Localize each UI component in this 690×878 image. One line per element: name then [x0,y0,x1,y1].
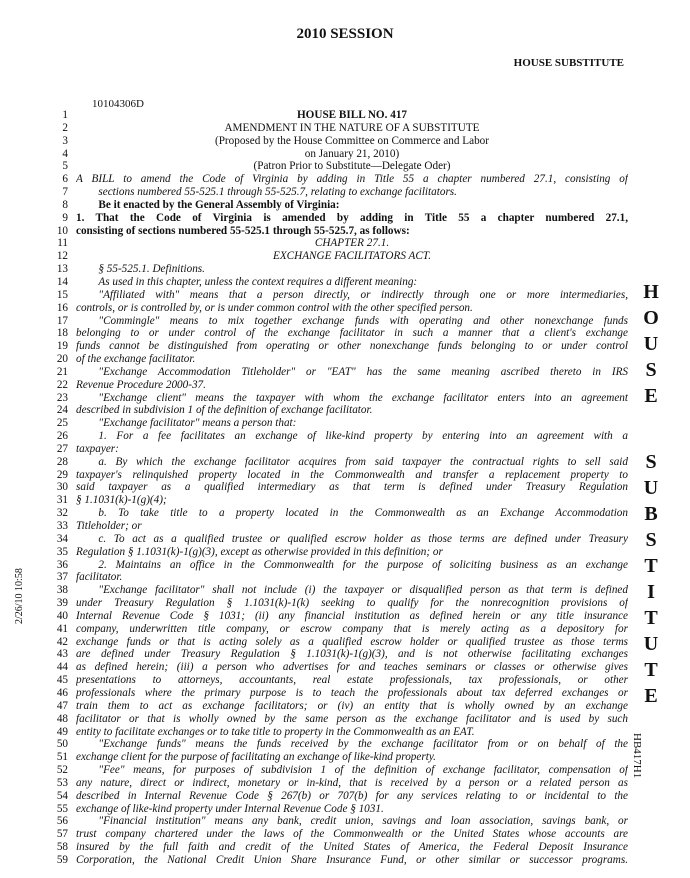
bill-line [0,469,690,482]
line-number: 58 [56,841,68,854]
line-number: 41 [56,622,68,635]
line-text: 2. Maintains an office in the Commonwealth for the purpose of soliciting business as an exchange [76,558,628,571]
line-text: are defined under Treasury Regulation § 1.1031(k)-1(g)(3), and is not otherwise facilitating exchanges [76,648,628,661]
line-text: c. To act as a qualified trustee or qualified escrow holder as those terms are defined under Treasury [76,532,628,545]
bill-line [0,276,690,289]
bill-line [0,250,690,263]
line-text: consisting of sections numbered 55-525.1 through 55-525.7, as follows: [76,224,410,237]
line-text: funds cannot be distinguished from operating or other nonexchange funds belonging to or under control [76,340,628,353]
line-number: 42 [56,635,68,648]
bill-line [0,777,690,790]
bill-code: HB417H1 [631,733,643,779]
bill-line [0,199,690,212]
line-text: exchange client for the purpose of facilitating an exchange of like-kind property. [76,751,436,764]
line-number: 34 [56,532,68,545]
bill-line [0,738,690,751]
bill-line [0,340,690,353]
bill-line [0,379,690,392]
bill-line [0,790,690,803]
bill-line [0,661,690,674]
line-number: 24 [56,404,68,417]
line-number: 35 [56,545,68,558]
bill-line [0,160,690,173]
line-text: (Proposed by the House Committee on Commerce and Labor [214,134,490,147]
side-substitute-label [638,452,664,712]
line-number: 38 [56,584,68,597]
bill-line [0,443,690,456]
side-letter: T [644,607,658,629]
line-text: company, underwritten title company, or escrow company that is merely acting as a depository for [76,622,628,635]
bill-line [0,430,690,443]
line-number: 33 [56,520,68,532]
line-number: 43 [56,648,68,661]
line-text: of the exchange facilitator. [76,353,196,366]
bill-line [0,764,690,777]
line-text: 1. That the Code of Virginia is amended by adding in Title 55 a chapter numbered 27.1, [76,211,628,224]
line-number: 16 [56,301,68,314]
line-number: 27 [56,442,68,455]
bill-line [0,456,690,469]
line-number: 32 [56,507,68,520]
line-text: "Exchange facilitator" shall not include (i) the taxpayer or disqualified person as that term is defined [76,584,628,597]
line-text: any nature, direct or indirect, monetary or in-kind, that is received by a person or a related person as [76,776,628,789]
side-letter: T [644,659,658,681]
side-letter: U [643,333,659,355]
bill-line [0,584,690,597]
line-text: Revenue Procedure 2000-37. [76,378,206,391]
bill-line [0,302,690,315]
line-number: 30 [56,481,68,494]
bill-line [0,700,690,713]
line-text: b. To take title to a property located in the Commonwealth as an Exchange Accommodation [76,507,628,520]
side-letter: S [645,529,657,551]
bill-line [0,173,690,186]
line-text: exchange of like-kind property under Internal Revenue Code § 1031. [76,802,384,815]
line-number: 15 [56,288,68,301]
bill-line [0,289,690,302]
line-text: "Commingle" means to mix together exchange funds with operating and other nonexchange funds [76,314,628,327]
bill-line [0,237,690,250]
bill-line [0,212,690,225]
bill-line [0,674,690,687]
line-text: facilitator. [76,571,123,584]
line-number: 46 [56,686,68,699]
line-number: 13 [56,263,68,276]
bill-line [0,713,690,726]
line-number: 25 [56,417,68,430]
line-text: under Treasury Regulation § 1.1031(k)-1(k) seeking to qualify for the nonrecognition provisions of [76,597,628,610]
line-number: 49 [56,725,68,738]
line-text: taxpayer's relinquished property located in the Commonwealth and transfer a replacement property to [76,468,628,481]
line-text: controls, or is controlled by, or is under common control with the other specified person. [76,301,473,314]
line-text: EXCHANGE FACILITATORS ACT. [273,250,431,263]
line-text: insured by the full faith and credit of the United States of America, the Federal Deposit Insurance [76,841,628,854]
line-text: sections numbered 55-525.1 through 55-525.7, relating to exchange facilitators. [76,186,457,199]
line-number: 50 [56,738,68,751]
line-text: CHAPTER 27.1. [314,237,390,250]
bill-line [0,148,690,161]
line-number: 2 [62,121,68,134]
line-text: facilitator or that is wholly owned by the same person as the exchange facilitator and is used by such [76,712,628,725]
bill-line [0,263,690,276]
line-text: trust company chartered under the laws of the Commonwealth or the United States whose accounts are [76,828,628,841]
line-number: 1 [62,109,68,121]
line-text: described in subdivision 1 of the definition of exchange facilitator. [76,404,373,417]
side-letter: E [644,385,658,407]
bill-line [0,803,690,816]
bill-line [0,186,690,199]
line-number: 54 [56,789,68,802]
bill-text [0,109,690,867]
bill-line [0,751,690,764]
line-text: train them to act as exchange facilitators; or (iv) an entity that is wholly owned by an exchange [76,699,628,712]
line-text: "Exchange Accommodation Titleholder" or "EAT" has the same meaning ascribed thereto in IRS [76,365,628,378]
line-number: 18 [56,327,68,340]
bill-line [0,315,690,328]
bill-line [0,327,690,340]
line-text: entity to facilitate exchanges or to take title to property in the Commonwealth as an EAT. [76,725,475,738]
line-number: 48 [56,712,68,725]
line-number: 5 [62,160,68,173]
line-text: § 1.1031(k)-1(g)(4); [76,494,167,507]
line-text: professionals where the primary purpose is to teach the professionals about tax deferred exchanges or [76,686,628,699]
line-text: Be it enacted by the General Assembly of Virginia: [76,198,340,211]
bill-line [0,726,690,739]
line-number: 36 [56,558,68,571]
line-number: 12 [56,250,68,263]
line-text: "Financial institution" means any bank, credit union, savings and loan association, savings bank, or [76,815,628,828]
bill-line [0,481,690,494]
bill-line [0,225,690,238]
session-title: 2010 SESSION [296,26,394,42]
line-number: 7 [62,186,68,199]
line-text: § 55-525.1. Definitions. [76,263,205,276]
bill-line [0,623,690,636]
line-number: 8 [62,198,68,211]
side-letter: E [644,685,658,707]
line-number: 40 [56,609,68,622]
line-number: 53 [56,776,68,789]
line-number: 6 [62,173,68,186]
line-number: 55 [56,802,68,815]
bill-line [0,546,690,559]
line-number: 59 [56,853,68,866]
line-text: 1. For a fee facilitates an exchange of like-kind property by entering into an agreement with a [76,430,628,443]
bill-line [0,366,690,379]
line-text: "Fee" means, for purposes of subdivision 1 of the definition of exchange facilitator, compensation of [76,764,628,777]
side-letter: S [645,451,657,473]
bill-line [0,636,690,649]
line-text: presentations to attorneys, accountants, real estate professionals, tax professionals, or other [76,674,628,687]
line-number: 57 [56,828,68,841]
line-text: HOUSE BILL NO. 417 [296,109,408,121]
line-text: "Affiliated with" means that a person directly, or indirectly through one or more intermediaries, [76,288,628,301]
line-number: 28 [56,455,68,468]
bill-line [0,533,690,546]
bill-line [0,610,690,623]
bill-line [0,507,690,520]
line-number: 11 [57,237,68,250]
side-letter: S [645,359,657,381]
house-substitute-label: HOUSE SUBSTITUTE [513,57,624,69]
line-number: 23 [56,391,68,404]
line-number: 51 [56,751,68,764]
line-text: AMENDMENT IN THE NATURE OF A SUBSTITUTE [224,121,480,134]
line-number: 44 [56,661,68,674]
line-number: 10 [56,224,68,237]
line-number: 4 [62,147,68,160]
line-text: a. By which the exchange facilitator acquires from said taxpayer the contractual rights to sell said [76,455,628,468]
bill-line [0,135,690,148]
bill-line [0,559,690,572]
line-text: A BILL to amend the Code of Virginia by adding in Title 55 a chapter numbered 27.1, consisting of [76,173,628,186]
line-text: described in Internal Revenue Code § 267(b) or 707(b) for any services relating to or incidental to the [76,789,628,802]
line-number: 29 [56,468,68,481]
line-number: 26 [56,430,68,443]
line-number: 56 [56,815,68,828]
bill-line [0,687,690,700]
line-number: 14 [56,275,68,288]
bill-line [0,122,690,135]
line-text: Regulation § 1.1031(k)-1(g)(3), except as otherwise provided in this definition; or [76,545,443,558]
line-number: 19 [56,340,68,353]
line-text: (Patron Prior to Substitute—Delegate Oder) [253,160,451,173]
line-text: said taxpayer as a qualified intermediary as that term is defined under Treasury Regulation [76,481,628,494]
bill-line [0,571,690,584]
line-text: As used in this chapter, unless the context requires a different meaning: [76,275,418,288]
line-text: Titleholder; or [76,520,142,532]
line-text: "Exchange client" means the taxpayer with whom the exchange facilitator enters into an agreement [76,391,628,404]
line-number: 45 [56,674,68,687]
bill-line [0,648,690,661]
line-text: Internal Revenue Code § 1031; (ii) any financial institution as defined herein or any title insurance [76,609,628,622]
side-house-label [638,282,664,412]
bill-line [0,854,690,867]
line-number: 47 [56,699,68,712]
line-text: as defined herein; (iii) a person who advertises for and teaches seminars or classes or otherwise gives [76,661,628,674]
line-number: 22 [56,378,68,391]
line-text: "Exchange funds" means the funds received by the exchange facilitator from or on behalf of the [76,738,628,751]
bill-line [0,392,690,405]
bill-line [0,597,690,610]
bill-line [0,404,690,417]
bill-line [0,828,690,841]
document-id: 10104306D [92,98,144,110]
side-letter: U [643,477,659,499]
line-text: belonging to or under control of the exchange facilitator in such a manner that a client's exchange [76,327,628,340]
line-text: on January 21, 2010) [304,147,400,160]
side-letter: O [643,307,659,329]
side-letter: H [643,281,659,303]
side-letter: B [644,503,658,525]
line-number: 52 [56,764,68,777]
line-number: 39 [56,597,68,610]
line-text: exchange funds or that is acting solely as a qualified escrow holder or qualified trustee as those terms [76,635,628,648]
line-number: 31 [56,494,68,507]
bill-line [0,520,690,533]
line-text: taxpayer: [76,442,119,455]
line-number: 3 [62,134,68,147]
bill-line [0,353,690,366]
line-number: 9 [62,211,68,224]
bill-line [0,417,690,430]
line-number: 17 [56,314,68,327]
bill-line [0,841,690,854]
bill-line [0,815,690,828]
line-text: "Exchange facilitator" means a person that: [76,417,297,430]
line-number: 21 [56,365,68,378]
bill-line [0,494,690,507]
side-letter: T [644,555,658,577]
bill-line [0,109,690,122]
side-letter: I [647,581,655,603]
side-letter: U [643,633,659,655]
print-date: 2/26/10 10:58 [14,568,25,624]
line-text: Corporation, the National Credit Union Share Insurance Fund, or other similar or successor programs. [76,853,628,866]
line-number: 20 [56,353,68,366]
line-number: 37 [56,571,68,584]
